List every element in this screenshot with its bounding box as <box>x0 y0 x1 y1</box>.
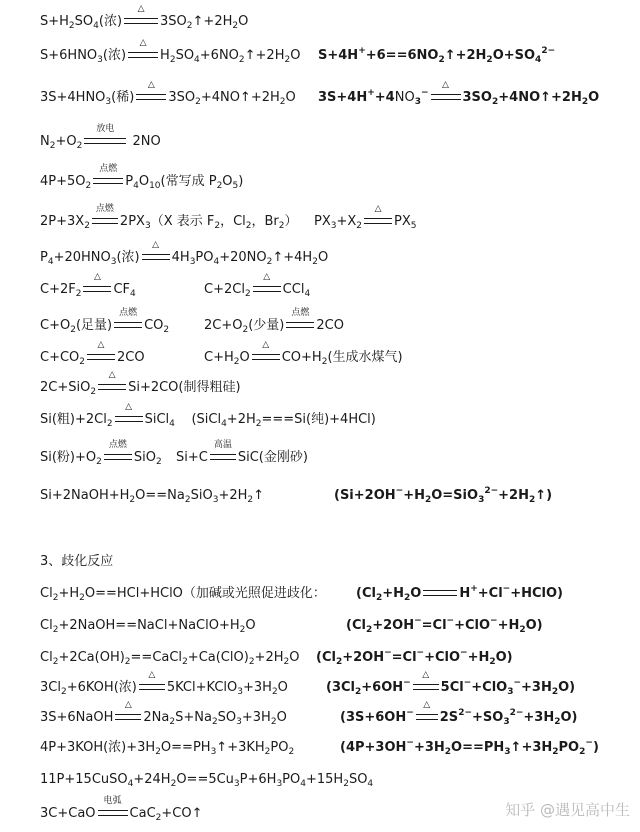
heat-condition: △ <box>82 282 112 298</box>
heat-condition: △ <box>430 90 462 106</box>
heat-condition: △ <box>251 350 281 366</box>
eq-s-h2so4: $S+H_2SO_4$(浓) △ $3SO_2↑+2H_2O$ <box>40 4 249 31</box>
eq-p-cuso4: $11P+15CuSO_4+24H_2O==5Cu_3P+6H_3PO_4+15H_2SO_4$ <box>40 772 374 789</box>
eq-p4-hno3: $P_4+20HNO_3$(浓) △ $4H_3PO_4+20NO_2↑+4H_2O$ <box>40 240 329 267</box>
eq-c-cao: 3C+CaO 电弧 CaC$_2$+CO↑ <box>40 796 203 823</box>
heat-condition: △ <box>127 48 159 64</box>
eq-c-o2-limited: $2C+O_2$(少量) 点燃 2CO <box>204 308 344 335</box>
eq-p-koh: 4P+3KOH(浓)$+3H_2O==PH_3↑+3KH_2PO_2$ <box>40 740 295 757</box>
eq-s-hno3-conc: $S+6HNO_3$(浓) △ $H_2SO_4+6NO_2↑+2H_2O$ <box>40 38 301 65</box>
watermark: 知乎 @遇见高中生 <box>505 801 630 819</box>
heat-condition: △ <box>86 350 116 366</box>
eq-p-x2: $2P+3X_2$ 点燃 $2PX_3(X$ 表示 $F_2$，$Cl_2$，$Br_2$） <box>40 204 298 231</box>
eq-c-co2: $C+CO_2$ △ 2CO <box>40 340 145 367</box>
ion-eq-cl2-koh: ($3Cl_2+6OH^-$ △ $5Cl^-+ClO_3^-+3H_2O$) <box>326 670 576 697</box>
heat-condition: △ <box>141 250 171 266</box>
heat-condition: △ <box>412 680 440 696</box>
eq-cl2-naoh: $Cl_2+2NaOH==NaCl+NaClO+H_2O$ <box>40 618 256 635</box>
eq-si-naoh: $Si+2NaOH+H_2O==Na_2SiO_3+2H_2↑$ <box>40 488 265 505</box>
reversible-arrow <box>422 586 458 602</box>
eq-p-o2: $4P+5O_2$ 点燃 $P_4O_{10}$(常写成 $P_2O_5$) <box>40 164 244 191</box>
section-heading: 3、歧化反应 <box>40 554 114 569</box>
ion-eq-si-naoh: $(Si+2OH^-+H_2O=SiO_3^{2-}+2H_2↑)$ <box>334 486 553 505</box>
ignite-condition: 点燃 <box>113 318 143 334</box>
eq-px3-x2: $PX_3+X_2$ △ $PX_5$ <box>314 204 417 231</box>
eq-si-c: Si+C 高温 SiC(金刚砂) <box>176 440 308 465</box>
eq-c-f2: $C+2F_2$ △ $CF_4$ <box>40 272 136 299</box>
eq-n2-o2: $N_2+O_2$ 放电 2NO <box>40 124 161 151</box>
eq-s-naoh: 3S+6NaOH △ $2Na_2S+Na_2SO_3+3H_2O$ <box>40 700 287 727</box>
ion-eq-s-hno3-dilute: $3S+4H^++4NO_3^-$ △ $3SO_2+4NO↑+2H_2O$ <box>318 80 600 107</box>
eq-s-hno3-dilute: $3S+4HNO_3$(稀) △ $3SO_2+4NO↑+2H_2O$ <box>40 80 296 107</box>
ion-eq-cl2-h2o: ($Cl_2+H_2O$ H++Cl−+HClO) <box>356 584 563 603</box>
eq-cl2-caoh2: $Cl_2+2Ca(OH)_2==CaCl_2+Ca(ClO)_2+2H_2O$ <box>40 650 300 667</box>
eq-c-o2-excess: $C+O_2$(足量) 点燃 $CO_2$ <box>40 308 170 335</box>
heat-condition: △ <box>97 380 127 396</box>
eq-c-h2o: $C+H_2O$ △ $CO+H_2$(生成水煤气) <box>204 340 403 367</box>
hightemp-condition: 高温 <box>209 450 237 466</box>
ion-eq-s-naoh: (3S+6OH− △ $2S^{2-}+SO_3^{2-}+3H_2O$) <box>340 700 578 727</box>
ion-eq-p-koh: $(4P+3OH^-+3H_2O==PH_3↑+3H_2PO_2^-)$ <box>340 738 599 757</box>
heat-condition: △ <box>415 710 439 726</box>
heat-condition: △ <box>138 680 166 696</box>
heat-condition: △ <box>135 90 167 106</box>
ion-eq-s-hno3-conc: $S+4H^++6==6NO_2↑+2H_2O+SO_4^{2-}$ <box>318 46 556 65</box>
heat-condition: △ <box>252 282 282 298</box>
ion-eq-cl2-caoh2: $(Cl_2+2OH^-=Cl^-+ClO^-+H_2O)$ <box>316 648 513 667</box>
arc-condition: 电弧 <box>97 806 129 822</box>
heat-condition: △ <box>114 710 142 726</box>
ignite-condition: 点燃 <box>92 174 124 190</box>
eq-c-sio2: 2C+SiO$_2$ △ Si+2CO(制得粗硅) <box>40 370 241 397</box>
eq-cl2-h2o: $Cl_2+H_2O==HCl+HClO$（加碱或光照促进歧化： <box>40 586 326 603</box>
heat-condition: △ <box>114 412 144 428</box>
eq-cl2-koh: $3Cl_2+6KOH$(浓) △ $5KCl+KClO_3+3H_2O$ <box>40 670 288 697</box>
ion-eq-cl2-naoh: $(Cl_2+2OH^-=Cl^-+ClO^-+H_2O)$ <box>346 616 543 635</box>
ignite-condition: 点燃 <box>91 214 119 230</box>
heat-condition: △ <box>123 14 159 30</box>
ignite-condition: 点燃 <box>285 318 315 334</box>
eq-c-cl2: $C+2Cl_2$ △ CCl$_4$ <box>204 272 311 299</box>
eq-si-o2: Si(粉)$+O_2$ 点燃 SiO$_2$ <box>40 440 162 467</box>
discharge-condition: 放电 <box>83 134 127 150</box>
eq-si-cl2: Si(粗)$+2Cl_2$ △ SiCl$_4$ ($SiCl_4+2H_2===Si$(纯)+4HCl) <box>40 402 376 429</box>
heat-condition: △ <box>363 214 393 230</box>
ignite-condition: 点燃 <box>103 450 133 466</box>
